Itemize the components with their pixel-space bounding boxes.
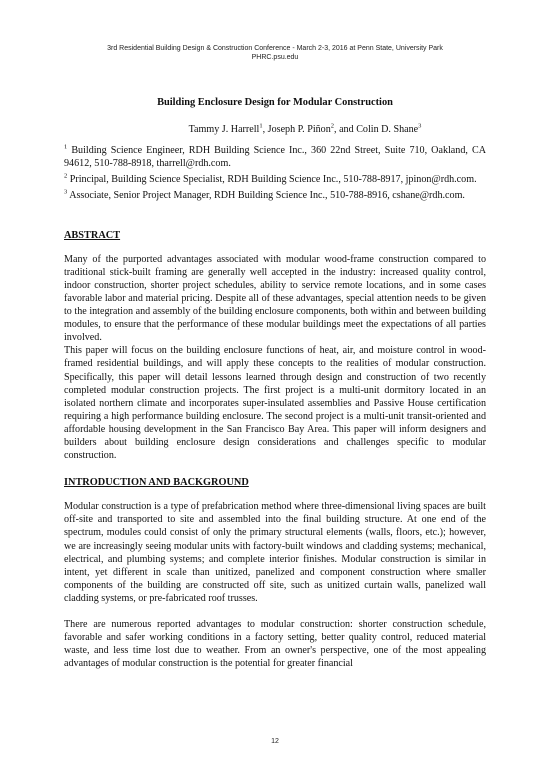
affiliation	[64, 189, 486, 202]
affiliation-text: Principal, Building Science Specialist, RDH Building Science Inc., 510-788-8917, jpinon@rdh.com.	[67, 174, 477, 186]
affiliation-number: 2	[64, 173, 68, 181]
abstract-paragraph: This paper will focus on the building enclosure functions of heat, air, and moisture control in wood-framed residential buildings, and will apply these concepts to the realities of modular construction. Specifically, this paper will detail lessons learned through design and construction of two recently completed modular construction projects. The first project is a multi-unit dormitory located in an isolated northern climate and incorporates super-insulated assemblies and Passive House certification requiring a high performance building enclosure. The second project is a multi-unit transit-oriented and affordable housing development in the San Francisco Bay Area. This paper will inform designers and builders about building enclosure design considerations and challenges specific to modular construction.	[64, 345, 486, 462]
author-name: Tammy J. Harrell	[188, 124, 260, 136]
author-affiliation-mark: 2	[330, 122, 335, 130]
affiliation-text: Building Science Engineer, RDH Building Science Inc., 360 22nd Street, Suite 710, Oakland, CA 94612, 510-788-8918, tharrell@rdh.com.	[64, 145, 486, 170]
affiliation	[64, 144, 486, 170]
paper-title: Building Enclosure Design for Modular Construction	[157, 97, 393, 108]
author-separator: ,	[262, 124, 268, 136]
author-name: Joseph P. Piñon	[267, 124, 331, 136]
author-affiliation-mark: 1	[259, 122, 263, 130]
conference-header	[0, 44, 550, 62]
abstract-paragraph: Many of the purported advantages associated with modular wood-frame construction compared to traditional stick-built framing are generally well accepted in the industry: increased quality control, indoor construction, shorter project schedules, ability to service remote locations, and in some cases favorable labor and material pricing. Despite all of these advantages, special attention needs to be given to the integration and assembly of the building enclosure components, both within and between building modules, to ensure that the performance of these modular buildings meet the expectations of all parties involved.	[64, 253, 486, 344]
author-line	[64, 123, 486, 136]
conference-url: PHRC.psu.edu	[251, 54, 299, 61]
abstract-heading: ABSTRACT	[64, 229, 121, 241]
paper-body	[64, 96, 486, 670]
author-affiliation-mark: 3	[418, 122, 422, 130]
affiliation-text: Associate, Senior Project Manager, RDH Building Science Inc., 510-788-8916, cshane@rdh.com.	[67, 190, 465, 202]
author-separator: , and	[334, 124, 357, 136]
affiliation-number: 3	[64, 189, 68, 197]
conference-header-line: 3rd Residential Building Design & Construction Conference - March 2-3, 2016 at Penn State, University Park	[107, 45, 443, 52]
affiliation-number: 1	[64, 143, 68, 151]
introduction-paragraph: Modular construction is a type of prefabrication method where three-dimensional living spaces are built off-site and transported to site and assembled into the final building structure. At one end of the spectrum, modules could consist of only the primary structural elements (walls, floors, etc.); however, we are increasingly seeing modular units with factory-built windows and cladding systems; mechanical, electrical, and plumbing systems; and complete interior finishes. Modular construction is similar in intent, yet different in scale than unitized, panelized and component construction where smaller components of the building are constructed off site, such as unitized curtain walls, panelized wall cladding systems, or pre-fabricated roof trusses.	[64, 501, 486, 604]
affiliation	[64, 173, 486, 186]
introduction-paragraph: There are numerous reported advantages to modular construction: shorter construction schedule, favorable and safer working conditions in a factory setting, better quality control, reduced material waste, and less time lost due to weather. From an owner's perspective, one of the most appealing advantages of modular construction is the potential for greater financial	[64, 619, 486, 670]
introduction-heading: INTRODUCTION AND BACKGROUND	[64, 477, 249, 489]
author-name: Colin D. Shane	[356, 124, 419, 136]
page-number: 12	[271, 738, 279, 745]
